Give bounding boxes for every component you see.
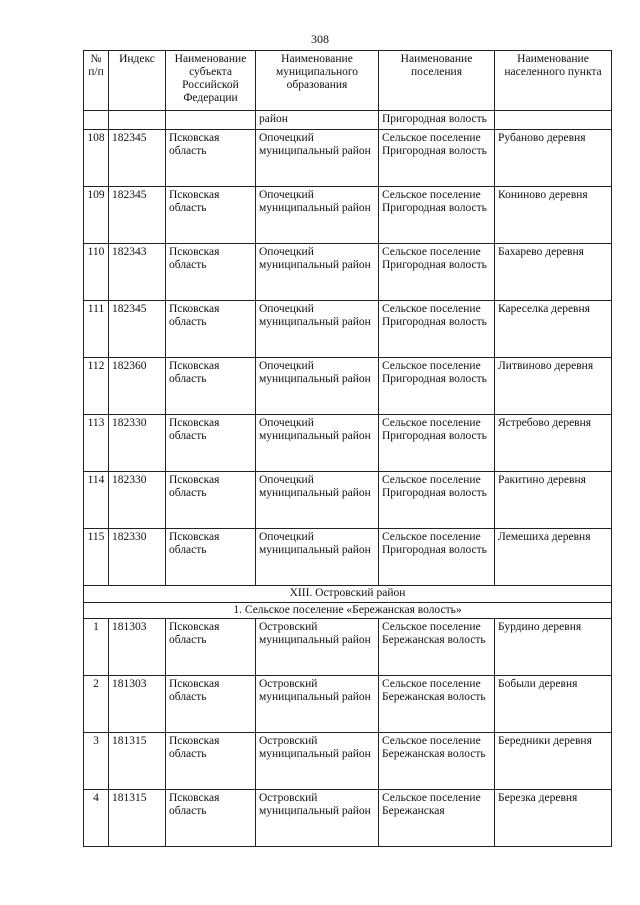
page-number: 308	[311, 32, 329, 46]
cell-settlement: Сельское поселение Бережанская волость	[379, 676, 495, 733]
cell-municipality: Островский муниципальный район	[256, 790, 379, 847]
cell-locality: Бередники деревня	[495, 733, 612, 790]
cell-index: 182345	[109, 187, 166, 244]
cell-index: 181303	[109, 676, 166, 733]
cell-subject: Псковская область	[166, 472, 256, 529]
cell-index: 182360	[109, 358, 166, 415]
cell-locality: Бурдино деревня	[495, 619, 612, 676]
table-header-row	[84, 51, 612, 111]
header-settlement: Наименование поселения	[379, 51, 495, 111]
subsection-title: 1. Сельское поселение «Бережанская волость»	[84, 603, 612, 619]
cell-subject: Псковская область	[166, 415, 256, 472]
table-row	[84, 130, 612, 187]
section-title: XIII. Островский район	[84, 586, 612, 603]
cell-subject: Псковская область	[166, 358, 256, 415]
cell-municipality: Островский муниципальный район	[256, 619, 379, 676]
cell-municipality: Опочецкий муниципальный район	[256, 472, 379, 529]
table-row	[84, 529, 612, 586]
cell-locality: Рубаново деревня	[495, 130, 612, 187]
cell-municipality: Опочецкий муниципальный район	[256, 187, 379, 244]
cell-subject: Псковская область	[166, 130, 256, 187]
cell-locality: Бахарево деревня	[495, 244, 612, 301]
cell-number: 2	[84, 676, 109, 733]
cell-subject: Псковская область	[166, 619, 256, 676]
table-row	[84, 472, 612, 529]
cell-settlement: Сельское поселение Пригородная волость	[379, 358, 495, 415]
cell-index	[109, 111, 166, 130]
cell-settlement: Пригородная волость	[379, 111, 495, 130]
cell-subject: Псковская область	[166, 244, 256, 301]
cell-index: 181315	[109, 733, 166, 790]
table-row	[84, 733, 612, 790]
cell-locality: Ястребово деревня	[495, 415, 612, 472]
cell-subject: Псковская область	[166, 733, 256, 790]
cell-subject: Псковская область	[166, 529, 256, 586]
cell-number: 4	[84, 790, 109, 847]
cell-settlement: Сельское поселение Пригородная волость	[379, 415, 495, 472]
cell-number: 115	[84, 529, 109, 586]
header-locality: Наименование населенного пункта	[495, 51, 612, 111]
table-row	[84, 676, 612, 733]
cell-municipality: Опочецкий муниципальный район	[256, 358, 379, 415]
cell-locality: Кониново деревня	[495, 187, 612, 244]
cell-settlement: Сельское поселение Бережанская	[379, 790, 495, 847]
cell-number	[84, 111, 109, 130]
cell-subject: Псковская область	[166, 301, 256, 358]
cell-index: 181315	[109, 790, 166, 847]
cell-locality: Литвиново деревня	[495, 358, 612, 415]
cell-settlement: Сельское поселение Пригородная волость	[379, 244, 495, 301]
section-row	[84, 586, 612, 603]
header-index: Индекс	[109, 51, 166, 111]
cell-index: 182343	[109, 244, 166, 301]
cell-index: 182330	[109, 529, 166, 586]
cell-locality: Ракитино деревня	[495, 472, 612, 529]
cell-municipality: Опочецкий муниципальный район	[256, 301, 379, 358]
subsection-row	[84, 603, 612, 619]
cell-settlement: Сельское поселение Бережанская волость	[379, 619, 495, 676]
cell-index: 181303	[109, 619, 166, 676]
cell-municipality: Опочецкий муниципальный район	[256, 415, 379, 472]
cell-locality: Бобыли деревня	[495, 676, 612, 733]
cell-index: 182330	[109, 472, 166, 529]
cell-index: 182345	[109, 301, 166, 358]
header-number: № п/п	[84, 51, 109, 111]
cell-settlement: Сельское поселение Пригородная волость	[379, 301, 495, 358]
table-row	[84, 619, 612, 676]
cell-subject: Псковская область	[166, 790, 256, 847]
cell-municipality: Островский муниципальный район	[256, 733, 379, 790]
cell-settlement: Сельское поселение Пригородная волость	[379, 529, 495, 586]
cell-municipality: Опочецкий муниципальный район	[256, 130, 379, 187]
table-row	[84, 790, 612, 847]
cell-settlement: Сельское поселение Пригородная волость	[379, 472, 495, 529]
header-subject: Наименование субъекта Российской Федерации	[166, 51, 256, 111]
cell-number: 1	[84, 619, 109, 676]
cell-locality	[495, 111, 612, 130]
cell-municipality: район	[256, 111, 379, 130]
cell-number: 111	[84, 301, 109, 358]
cell-number: 113	[84, 415, 109, 472]
cell-index: 182345	[109, 130, 166, 187]
table-row	[84, 187, 612, 244]
cell-municipality: Опочецкий муниципальный район	[256, 244, 379, 301]
settlement-registry-table	[83, 50, 612, 847]
cell-locality: Кареселка деревня	[495, 301, 612, 358]
cell-number: 3	[84, 733, 109, 790]
header-municipality: Наименование муниципального образования	[256, 51, 379, 111]
table-row	[84, 301, 612, 358]
table-row	[84, 415, 612, 472]
table-row	[84, 358, 612, 415]
cell-settlement: Сельское поселение Бережанская волость	[379, 733, 495, 790]
cell-settlement: Сельское поселение Пригородная волость	[379, 187, 495, 244]
cell-locality: Березка деревня	[495, 790, 612, 847]
cell-number: 108	[84, 130, 109, 187]
cell-subject: Псковская область	[166, 676, 256, 733]
cell-subject: Псковская область	[166, 187, 256, 244]
cell-subject	[166, 111, 256, 130]
cell-number: 110	[84, 244, 109, 301]
cell-number: 112	[84, 358, 109, 415]
cell-index: 182330	[109, 415, 166, 472]
table-row	[84, 244, 612, 301]
cell-locality: Лемешиха деревня	[495, 529, 612, 586]
cell-number: 109	[84, 187, 109, 244]
continuation-row	[84, 111, 612, 130]
cell-settlement: Сельское поселение Пригородная волость	[379, 130, 495, 187]
cell-municipality: Островский муниципальный район	[256, 676, 379, 733]
cell-number: 114	[84, 472, 109, 529]
cell-municipality: Опочецкий муниципальный район	[256, 529, 379, 586]
